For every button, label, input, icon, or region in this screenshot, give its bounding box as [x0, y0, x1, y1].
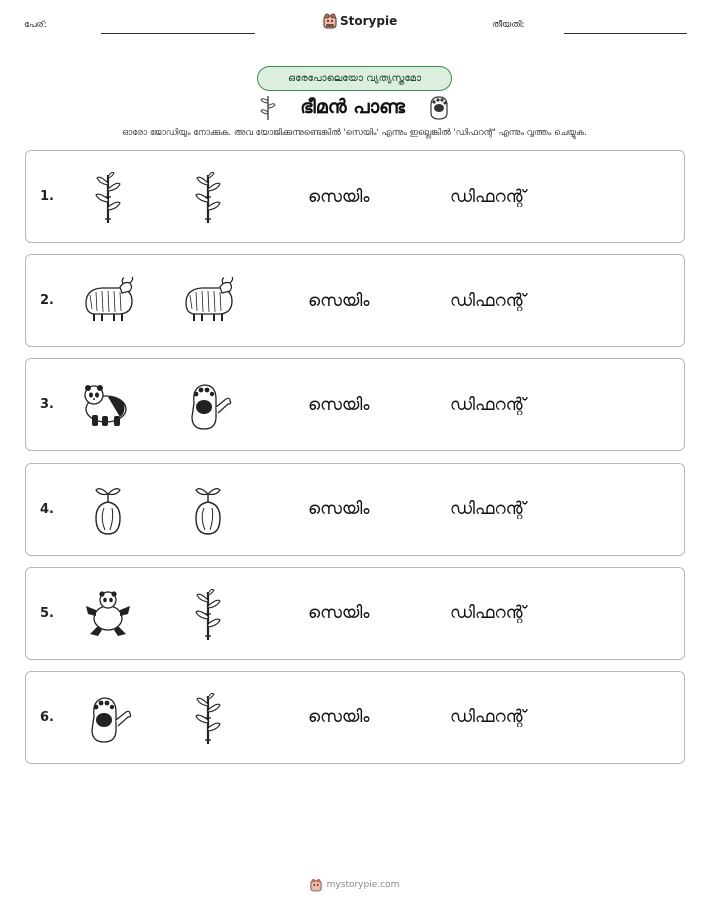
worksheet-header	[0, 0, 709, 50]
panda-icon	[80, 377, 136, 433]
paw-icon	[80, 690, 136, 746]
same-option[interactable]: സെയിം	[308, 394, 370, 415]
question-list	[25, 150, 685, 775]
paw-icon	[180, 377, 236, 433]
question-number: 1.	[40, 189, 54, 204]
bamboo-icon	[180, 690, 236, 746]
same-option[interactable]: സെയിം	[308, 290, 370, 311]
different-option[interactable]: ഡിഫറന്റ്	[450, 186, 526, 207]
question-number: 6.	[40, 709, 54, 725]
different-option[interactable]: ഡിഫറന്റ്	[450, 499, 526, 520]
question-number: 3.	[40, 397, 54, 413]
seed-icon	[80, 482, 136, 538]
question-number: 5.	[40, 605, 54, 621]
bamboo-icon	[180, 169, 236, 225]
different-option[interactable]: ഡിഫറന്റ്	[450, 707, 526, 728]
different-option[interactable]: ഡിഫറന്റ്	[450, 603, 526, 624]
brand-name: Storypie	[340, 14, 398, 28]
instruction-text: ഓരോ ജോഡിയും നോക്കുക. അവ യോജിക്കുന്നുണ്ടെങ്കിൽ 'സെയിം' എന്നും ഇല്ലെങ്കിൽ 'ഡിഫറന്റ്' എന്നും വൃത്തം ചെയ്യുക.	[122, 128, 587, 138]
brand-logo	[323, 13, 397, 29]
worksheet-title: ഭീമൻ പാണ്ട	[300, 96, 405, 118]
question-row	[25, 150, 685, 243]
bamboo-decor-icon	[258, 93, 278, 121]
seed-icon	[180, 482, 236, 538]
bamboo-icon	[80, 169, 136, 225]
date-label: തീയതി:	[492, 20, 525, 30]
storypie-logo-icon	[323, 13, 337, 29]
question-row	[25, 254, 685, 347]
yak-icon	[180, 273, 236, 329]
same-option[interactable]: സെയിം	[308, 499, 370, 520]
question-row	[25, 358, 685, 451]
panda-lying-icon	[80, 586, 136, 642]
same-option[interactable]: സെയിം	[308, 186, 370, 207]
footer	[0, 878, 709, 892]
question-row	[25, 463, 685, 556]
same-option[interactable]: സെയിം	[308, 603, 370, 624]
name-line	[101, 33, 255, 34]
same-option[interactable]: സെയിം	[308, 707, 370, 728]
question-number: 2.	[40, 293, 54, 309]
category-badge: ഒരേപോലെയോ വ്യത്യസ്തമോ	[257, 66, 452, 91]
yak-icon	[80, 273, 136, 329]
different-option[interactable]: ഡിഫറന്റ്	[450, 290, 526, 311]
title-row	[0, 92, 709, 122]
bamboo-icon	[180, 586, 236, 642]
date-line	[564, 33, 687, 34]
paw-decor-icon	[427, 93, 451, 121]
name-label: പേര്:	[24, 20, 47, 30]
different-option[interactable]: ഡിഫറന്റ്	[450, 394, 526, 415]
footer-url[interactable]: mystorypie.com	[326, 880, 400, 890]
question-row	[25, 671, 685, 764]
question-number: 4.	[40, 501, 54, 517]
question-row	[25, 567, 685, 660]
storypie-footer-logo-icon	[310, 878, 322, 892]
